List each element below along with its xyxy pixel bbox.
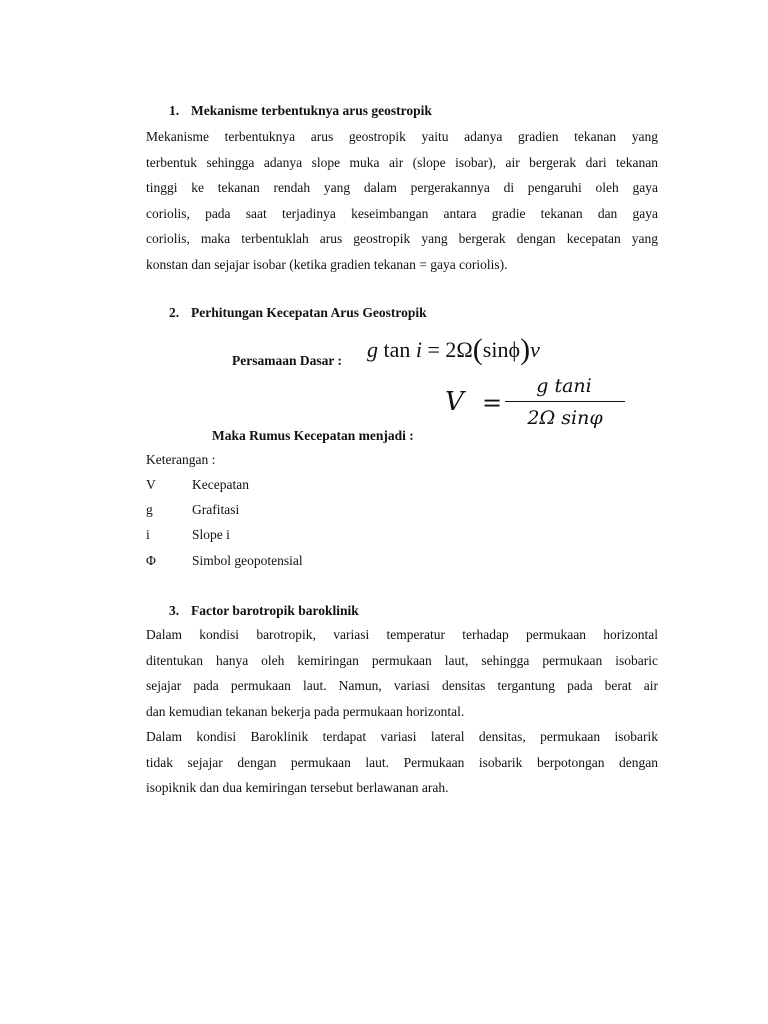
section-3-title: Factor barotropik baroklinik (191, 603, 359, 618)
formula-numerator: g tani (536, 375, 592, 397)
formula-lhs: V (445, 387, 464, 417)
formula-equals: = (482, 389, 503, 417)
legend-desc: Slope i (192, 527, 230, 542)
paragraph-line: ditentukan hanya oleh kemiringan permukaan laut, sehingga permukaan isobaric (146, 652, 658, 668)
eq-phi: ϕ (508, 337, 521, 362)
section-1-paragraph (146, 124, 658, 277)
section-2-number: 2. (169, 305, 180, 320)
eq-equals-omega: = 2Ω (422, 337, 473, 362)
paragraph-line: isopiknik dan dua kemiringan tersebut berlawanan arah. (146, 780, 449, 795)
paragraph-line: sejajar pada permukaan laut. Namun, variasi densitas tergantung pada berat air (146, 678, 658, 693)
legend-desc: Grafitasi (192, 502, 240, 517)
paragraph-line: dan kemudian tekanan bekerja pada permukaan horizontal. (146, 703, 465, 719)
paragraph-line: coriolis, maka terbentuklah arus geostropik yang bergerak dengan kecepatan yang (146, 231, 658, 246)
legend-row (146, 477, 249, 493)
section-1-heading (169, 103, 432, 119)
keterangan-label: Keterangan : (146, 452, 216, 467)
section-3-paragraph (146, 622, 658, 801)
paragraph-line: Dalam kondisi Baroklinik terdapat variasi lateral densitas, permukaan isobarik (146, 729, 658, 744)
legend-symbol: g (146, 502, 153, 517)
legend-symbol: Φ (146, 553, 156, 568)
eq-v: v (530, 337, 540, 362)
paragraph-line: Mekanisme terbentuknya arus geostropik yaitu adanya gradien tekanan yang (146, 129, 658, 144)
section-3-number: 3. (169, 603, 180, 618)
eq-left-paren: ( (472, 333, 483, 366)
velocity-formula (445, 375, 615, 435)
paragraph-line: tidak sejajar dengan permukaan laut. Permukaan isobarik berpotongan dengan (146, 754, 658, 770)
eq-i: i (415, 337, 423, 362)
basic-equation (367, 333, 540, 365)
legend-row (146, 553, 303, 569)
eq-tan: tan (378, 337, 416, 362)
legend-row (146, 527, 230, 543)
eq-sin: sin (482, 337, 509, 362)
section-1-title: Mekanisme terbentuknya arus geostropik (191, 103, 432, 118)
section-3-heading (169, 603, 359, 619)
section-1-number: 1. (169, 103, 180, 118)
paragraph-line: terbentuk sehingga adanya slope muka air (slope isobar), air bergerak dari tekanan (146, 154, 658, 170)
eq-right-paren: ) (520, 333, 531, 366)
section-2-title: Perhitungan Kecepatan Arus Geostropik (191, 305, 427, 320)
persamaan-dasar-label: Persamaan Dasar : (232, 353, 342, 368)
legend-symbol: V (146, 477, 156, 492)
paragraph-line: Dalam kondisi barotropik, variasi temperatur terhadap permukaan horizontal (146, 627, 658, 642)
eq-g: g (367, 337, 378, 362)
rumus-label: Maka Rumus Kecepatan menjadi : (212, 428, 414, 443)
paragraph-line: tinggi ke tekanan rendah yang dalam pergerakannya di pengaruhi oleh gaya (146, 180, 658, 195)
section-2-heading (169, 305, 427, 321)
formula-denominator: 2Ω sinφ (527, 407, 603, 429)
paragraph-line: coriolis, pada saat terjadinya keseimbangan antara gradie tekanan dan gaya (146, 205, 658, 221)
legend-symbol: i (146, 527, 150, 542)
legend-desc: Simbol geopotensial (192, 553, 303, 568)
paragraph-line: konstan dan sejajar isobar (ketika gradien tekanan = gaya coriolis). (146, 256, 508, 272)
legend-row (146, 502, 239, 518)
fraction-bar (505, 401, 625, 402)
legend-desc: Kecepatan (192, 477, 249, 492)
